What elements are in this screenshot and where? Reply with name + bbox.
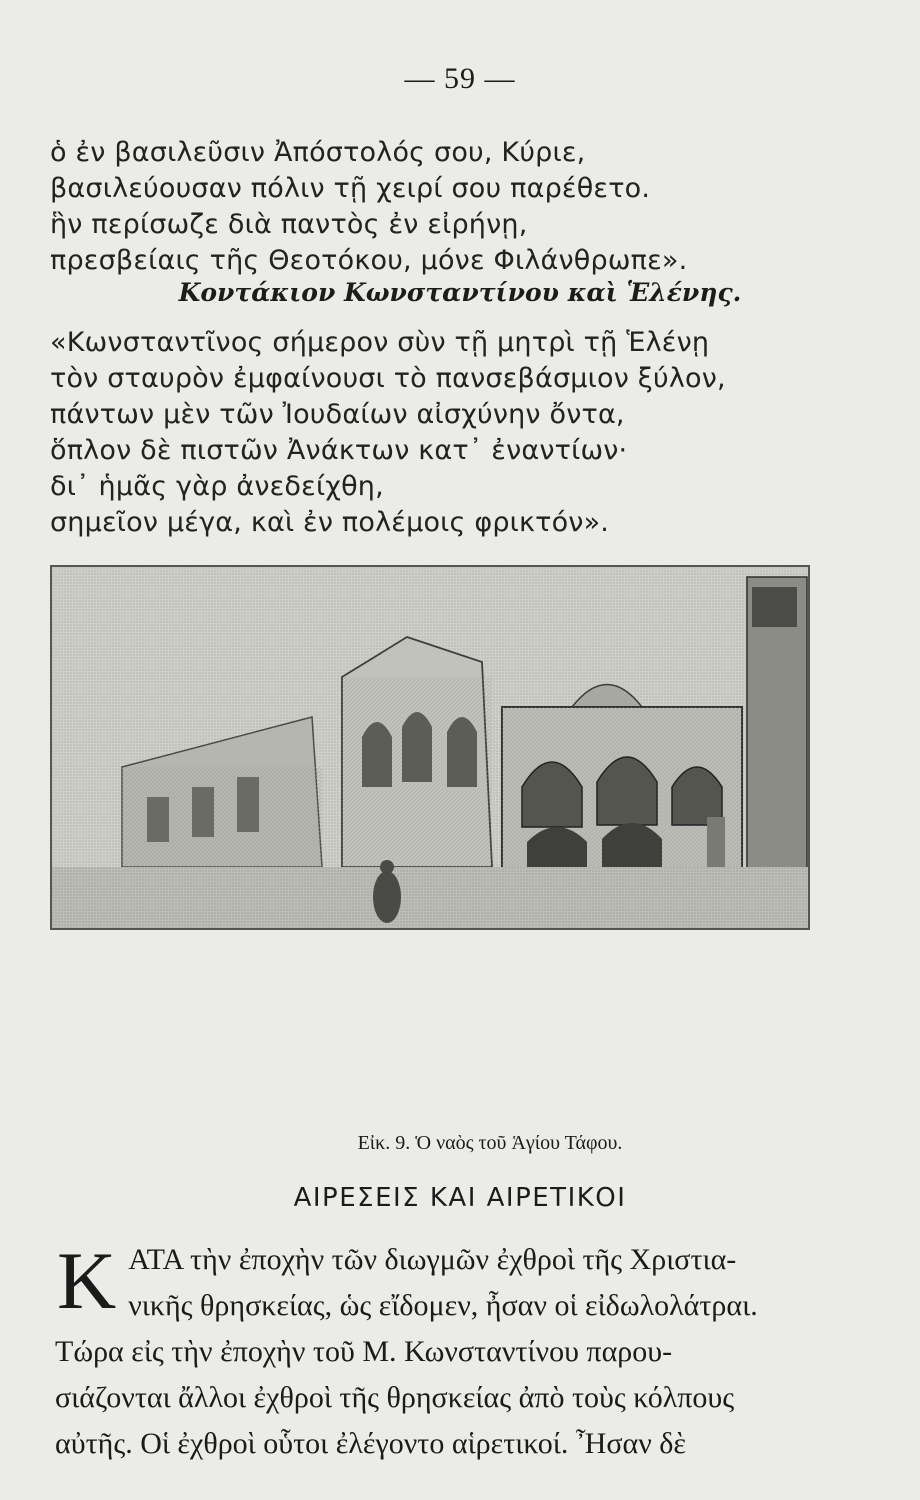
body-line: νικῆς θρησκείας, ὡς εἴδομεν, ἦσαν οἱ εἰδωλολάτραι. (128, 1289, 758, 1322)
hymn-line: βασιλεύουσαν πόλιν τῇ χειρί σου παρέθετο. (50, 173, 651, 204)
hymn-line: τὸν σταυρὸν ἐμφαίνουσι τὸ πανσεβάσμιον ξύλον, (50, 363, 726, 394)
hymn-line: «Κωνσταντῖνος σήμερον σὺν τῇ μητρὶ τῇ Ἑλένῃ (50, 327, 710, 358)
figure-caption: Εἰκ. 9. Ὁ ναὸς τοῦ Ἁγίου Τάφου. (357, 1132, 623, 1154)
page-number: — 59 — (404, 62, 516, 95)
body-line: Τώρα εἰς τὴν ἐποχὴν τοῦ Μ. Κωνσταντίνου παρου- (55, 1335, 673, 1368)
body-line: αὐτῆς. Οἱ ἐχθροὶ οὗτοι ἐλέγοντο αἱρετικοί. Ἦσαν δὲ (55, 1427, 687, 1460)
hymn-line: ἣν περίσωζε διὰ παντὸς ἐν εἰρήνῃ, (50, 209, 528, 240)
hymn-line: σημεῖον μέγα, καὶ ἐν πολέμοις φρικτόν». (50, 507, 610, 538)
hymn-line: ὅπλον δὲ πιστῶν Ἀνάκτων κατ᾽ ἐναντίων· (50, 435, 628, 466)
section-heading: ΑΙΡΕΣΕΙΣ ΚΑΙ ΑΙΡΕΤΙΚΟΙ (293, 1183, 627, 1213)
kontakion-title: Κοντάκιον Κωνσταντίνου καὶ Ἑλένης. (178, 278, 742, 307)
hymn-line: πρεσβείαις τῆς Θεοτόκου, μόνε Φιλάνθρωπε». (50, 245, 688, 276)
hymn-text-part1 (50, 135, 850, 279)
church-drawing (52, 567, 808, 928)
body-paragraph (55, 1237, 845, 1467)
hymn-line: ὁ ἐν βασιλεῦσιν Ἀπόστολός σου, Κύριε, (50, 137, 586, 168)
drop-cap: Κ (57, 1235, 117, 1326)
church-illustration (50, 565, 810, 930)
body-line: ΑΤΑ τὴν ἐποχὴν τῶν διωγμῶν ἐχθροὶ τῆς Χριστια- (128, 1243, 737, 1276)
hymn-text-part2 (50, 325, 850, 541)
body-line: σιάζονται ἄλλοι ἐχθροὶ τῆς θρησκείας ἀπὸ τοὺς κόλπους (55, 1381, 735, 1414)
hymn-line: δι᾽ ἡμᾶς γὰρ ἀνεδείχθη, (50, 471, 384, 502)
hymn-line: πάντων μὲν τῶν Ἰουδαίων αἰσχύνην ὄντα, (50, 399, 625, 430)
